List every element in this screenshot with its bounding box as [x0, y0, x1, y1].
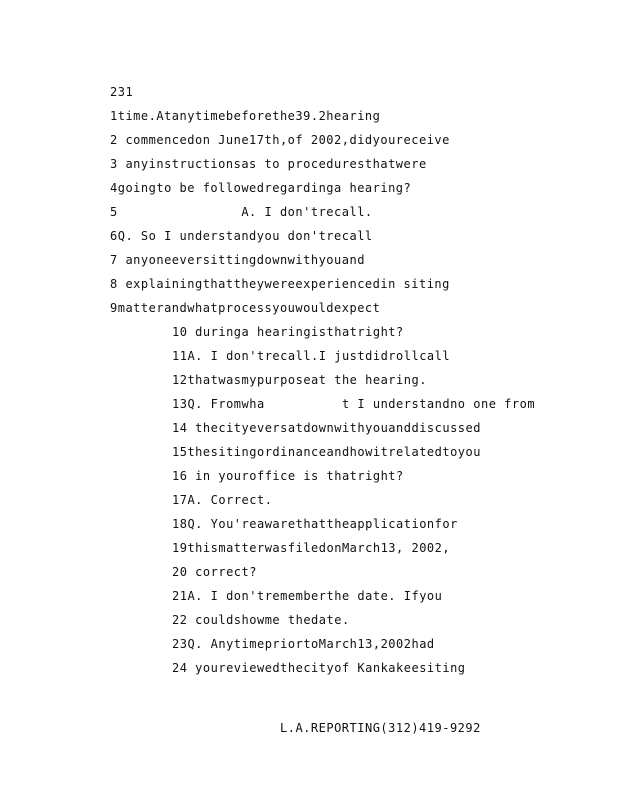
- transcript-line-11: 11A. I don'trecall.I justdidrollcall: [172, 349, 451, 363]
- transcript-line-21: 21A. I don'trememberthe date. Ifyou: [172, 589, 443, 603]
- transcript-line-9: 9matterandwhatprocessyouwouldexpect: [110, 301, 381, 315]
- reporter-footer: L.A.REPORTING(312)419-9292: [280, 721, 481, 735]
- page-number: 231: [110, 85, 134, 99]
- transcript-line-3: 3 anyinstructionsas to proceduresthatwere: [110, 157, 427, 171]
- transcript-line-18: 18Q. You'reawarethattheapplicationfor: [172, 517, 458, 531]
- transcript-line-13: 13Q. Fromwha t I understandno one from: [172, 397, 536, 411]
- transcript-line-15: 15thesitingordinanceandhowitrelatedtoyou: [172, 445, 481, 459]
- transcript-line-16: 16 in youroffice is thatright?: [172, 469, 404, 483]
- transcript-line-12: 12thatwasmypurposeat the hearing.: [172, 373, 427, 387]
- transcript-line-14: 14 thecityeversatdownwithyouanddiscussed: [172, 421, 481, 435]
- transcript-line-7: 7 anyoneeversittingdownwithyouand: [110, 253, 365, 267]
- transcript-line-23: 23Q. AnytimepriortoMarch13,2002had: [172, 637, 435, 651]
- transcript-line-19: 19thismatterwasfiledonMarch13, 2002,: [172, 541, 451, 555]
- transcript-line-20: 20 correct?: [172, 565, 257, 579]
- transcript-line-8: 8 explainingthattheywereexperiencedin siting: [110, 277, 450, 291]
- transcript-line-10: 10 duringa hearingisthatright?: [172, 325, 404, 339]
- transcript-line-4: 4goingto be followedregardinga hearing?: [110, 181, 412, 195]
- transcript-line-2: 2 commencedon June17th,of 2002,didyoureceive: [110, 133, 450, 147]
- transcript-line-6: 6Q. So I understandyou don'trecall: [110, 229, 373, 243]
- transcript-line-5: 5 A. I don'trecall.: [110, 205, 373, 219]
- transcript-line-22: 22 couldshowme thedate.: [172, 613, 350, 627]
- transcript-line-17: 17A. Correct.: [172, 493, 273, 507]
- transcript-line-24: 24 youreviewedthecityof Kankakeesiting: [172, 661, 466, 675]
- transcript-line-1: 1time.Atanytimebeforethe39.2hearing: [110, 109, 381, 123]
